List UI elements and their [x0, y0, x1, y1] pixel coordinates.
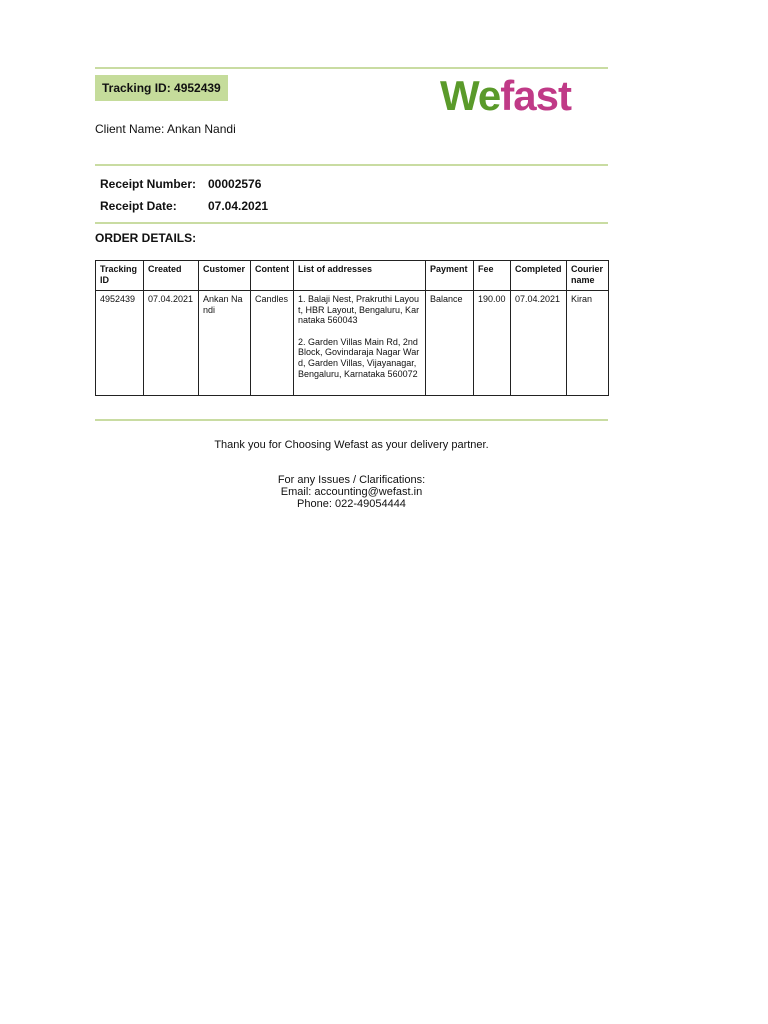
receipt-divider — [95, 222, 608, 224]
order-details-table — [95, 260, 609, 396]
top-divider — [95, 67, 608, 69]
table-header-row — [96, 261, 609, 291]
column-header: List of addresses — [294, 261, 426, 291]
address-item: 1. Balaji Nest, Prakruthi Layout, HBR Layout, Bengaluru, Karnataka 560043 — [298, 294, 420, 326]
order-details-title: ORDER DETAILS: — [95, 231, 197, 245]
column-header: Courier name — [567, 261, 609, 291]
issues-text: For any Issues / Clarifications: — [277, 474, 426, 486]
cell-fee: 190.00 — [474, 291, 511, 396]
column-header: Created — [144, 261, 199, 291]
table-divider — [95, 419, 608, 421]
contact-email: Email: accounting@wefast.in — [280, 486, 423, 498]
logo-we-text: We — [440, 72, 501, 119]
thank-you-text: Thank you for Choosing Wefast as your delivery partner. — [214, 439, 489, 451]
receipt-number-label: Receipt Number: — [100, 177, 197, 191]
cell-completed: 07.04.2021 — [511, 291, 567, 396]
column-header: Customer — [199, 261, 251, 291]
tracking-id-badge: Tracking ID: 4952439 — [95, 75, 228, 101]
cell-addresses — [294, 291, 426, 396]
wefast-logo — [440, 72, 571, 120]
column-header: Fee — [474, 261, 511, 291]
column-header: Content — [251, 261, 294, 291]
receipt-number-value: 00002576 — [208, 177, 262, 191]
column-header: Completed — [511, 261, 567, 291]
column-header: Tracking ID — [96, 261, 144, 291]
address-item: 2. Garden Villas Main Rd, 2nd Block, Govindaraja Nagar Ward, Garden Villas, Vijayanagar, Bengaluru, Karnataka 560072 — [298, 336, 420, 379]
receipt-date-value: 07.04.2021 — [208, 199, 269, 213]
cell-content: Candles — [251, 291, 294, 396]
receipt-date-label: Receipt Date: — [100, 199, 177, 213]
logo-fast-text: fast — [500, 72, 571, 119]
contact-phone: Phone: 022-49054444 — [297, 498, 406, 510]
cell-payment: Balance — [426, 291, 474, 396]
cell-tracking-id: 4952439 — [96, 291, 144, 396]
client-divider — [95, 164, 608, 166]
client-name: Client Name: Ankan Nandi — [95, 122, 236, 136]
column-header: Payment — [426, 261, 474, 291]
cell-courier: Kiran — [567, 291, 609, 396]
cell-customer: Ankan Nandi — [199, 291, 251, 396]
address-spacer — [298, 326, 421, 337]
cell-created: 07.04.2021 — [144, 291, 199, 396]
table-row — [96, 291, 609, 396]
